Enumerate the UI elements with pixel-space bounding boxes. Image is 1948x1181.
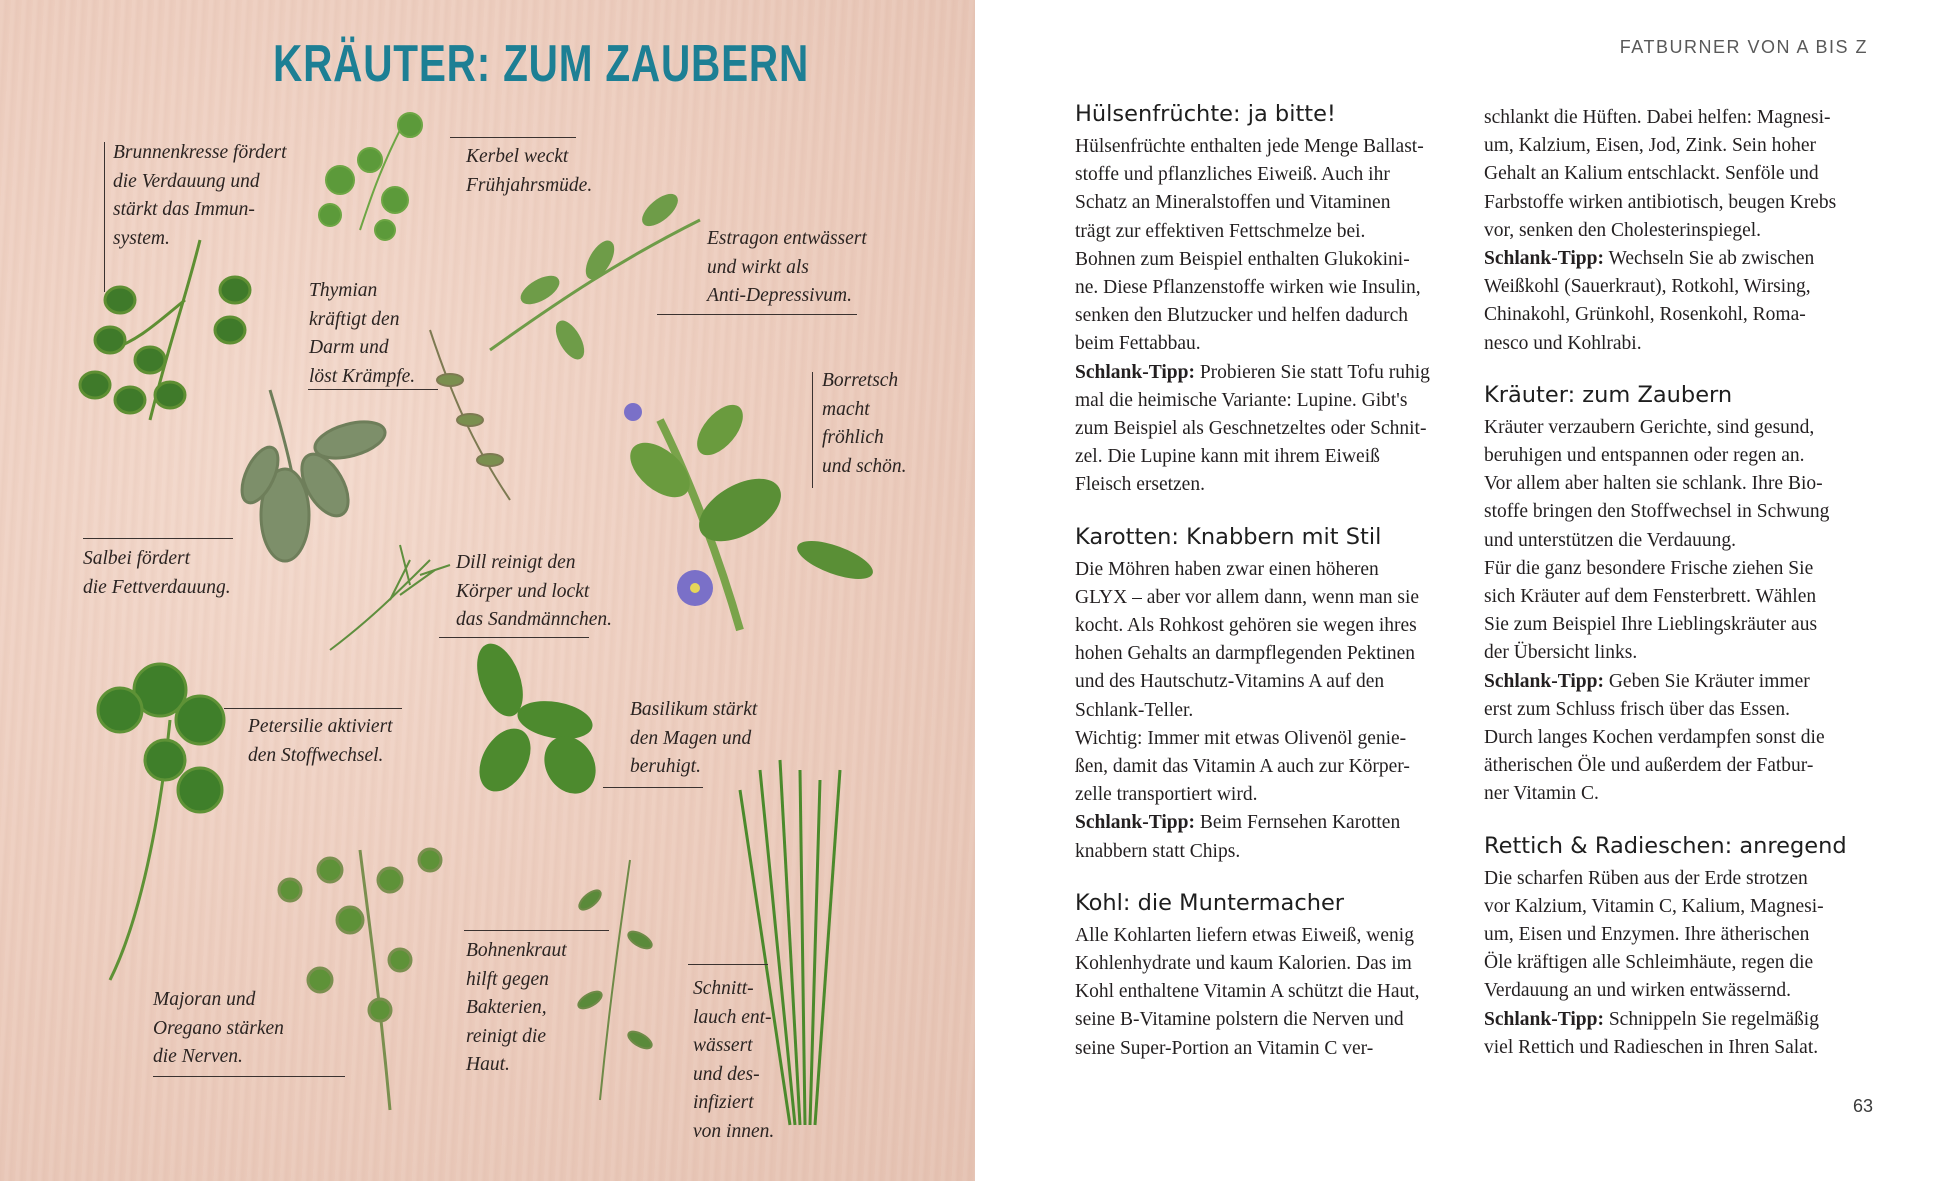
leader-petersilie (224, 708, 402, 709)
basil-sprig (468, 637, 606, 803)
section-body: Die Möhren haben zwar einen höheren GLYX – aber vor allem dann, wenn man sie kocht. Als Rohkost gehören sie wegen ihres hohen Gehalts an darmpflegenden Pektinen und des Hautschutz-Vitamins A auf den Schlank-Teller. Wichtig: Immer mit etwas Olivenöl genie- ßen, damit das Vitamin A auch zur Körper- zelle transportiert wird. (1075, 558, 1420, 806)
tip-text: Wechseln Sie ab zwischen Weißkohl (Sauerkraut), Rotkohl, Wirsing, Chinakohl, Grünkohl, Rosenkohl, Roma- nesco und Kohlrabi. (1484, 248, 1815, 354)
caption-bohnenkraut: Bohnenkraut hilft gegen Bakterien, reinigt die Haut. (466, 940, 567, 1075)
section-kohl (1075, 887, 1465, 1063)
section-body: Die scharfen Rüben aus der Erde strotzen vor Kalzium, Vitamin C, Kalium, Magnesi- um, Eisen und Enzymen. Ihre ätherischen Öle kräftigen alle Schleimhäute, regen die Verdauung an und wirken entwässernd. (1484, 867, 1824, 1002)
caption-brunnenkresse: Brunnenkresse fördert die Verdauung und stärkt das Immun- system. (113, 142, 287, 249)
chervil-sprig (319, 113, 422, 240)
leader-dill (439, 637, 589, 638)
running-head: FATBURNER VON A BIS Z (1619, 37, 1868, 57)
tip-text: Probieren Sie statt Tofu ruhig mal die heimische Variante: Lupine. Gibt's zum Beispiel als Geschnetzeltes oder Schnit- zel. Die Lupine kann mit ihrem Eiweiß Fleisch ersetzen. (1075, 361, 1430, 496)
leader-kerbel (450, 137, 576, 138)
text-column-left (1075, 98, 1465, 1063)
caption-majoran: Majoran und Oregano stärken die Nerven. (153, 989, 284, 1067)
caption-petersilie: Petersilie aktiviert den Stoffwechsel. (248, 716, 393, 766)
section-kohl-continued (1484, 104, 1874, 358)
section-heading: Kohl: die Muntermacher (1075, 889, 1345, 916)
caption-kerbel: Kerbel weckt Frühjahrsmüde. (466, 146, 593, 196)
section-body: Kräuter verzaubern Gerichte, sind gesund, beruhigen und entspannen oder regen an. Vor allem aber halten sie schlank. Ihre Bio- stoffe bringen den Stoffwechsel in Schwung und unterstützen die Verdauung. Für die ganz besondere Frische ziehen Sie sich Kräuter auf dem Fensterbrett. Wählen Sie zum Beispiel Ihre Lieblingskräuter aus der Übersicht links. (1484, 416, 1830, 664)
caption-dill: Dill reinigt den Körper und lockt das Sandmännchen. (456, 552, 612, 630)
tarragon-sprig (490, 190, 700, 362)
leader-bohnenkraut (464, 930, 609, 931)
caption-schnittlauch: Schnitt- lauch ent- wässert und des- infiziert von innen. (693, 978, 775, 1142)
text-page (975, 0, 1948, 1181)
section-kraeuter (1484, 379, 1874, 809)
leader-borretsch (812, 372, 813, 488)
page-title: KRÄUTER: ZUM ZAUBERN (273, 35, 810, 93)
tip-label: Schlank-Tipp: (1484, 670, 1604, 692)
section-karotten (1075, 521, 1465, 866)
leader-schnittlauch (688, 964, 768, 965)
sage-sprig (235, 390, 389, 561)
caption-estragon: Estragon entwässert und wirkt als Anti-Depressivum. (707, 228, 867, 306)
caption-salbei: Salbei fördert die Fettverdauung. (83, 548, 231, 598)
tip-label: Schlank-Tipp: (1075, 812, 1195, 834)
leader-basilikum (603, 787, 703, 788)
thyme-sprig (430, 330, 510, 500)
text-column-right (1484, 98, 1874, 1062)
caption-thymian: Thymian kräftigt den Darm und löst Krämpfe. (309, 280, 416, 387)
section-body: Alle Kohlarten liefern etwas Eiweiß, wenig Kohlenhydrate und kaum Kalorien. Das im Kohl enthaltene Vitamin A schützt die Haut, seine B-Vitamine polstern die Nerven und seine Super-Portion an Vitamin C ver- (1075, 924, 1420, 1059)
savory-sprig (576, 860, 655, 1100)
parsley-sprig (98, 664, 224, 980)
caption-borretsch: Borretsch macht fröhlich und schön. (822, 370, 907, 477)
tip-text: Geben Sie Kräuter immer erst zum Schluss frisch über das Essen. Durch langes Kochen verdampfen sonst die ätherischen Öle und außerdem der Fatbur- ner Vitamin C. (1484, 670, 1825, 805)
page-number: 63 (1852, 1096, 1873, 1116)
leader-brunnenkresse (104, 142, 105, 292)
leader-majoran (153, 1076, 345, 1077)
section-body: Hülsenfrüchte enthalten jede Menge Ballast- stoffe und pflanzliches Eiweiß. Auch ihr Schatz an Mineralstoffen und Vitaminen trägt zur effektiven Fettschmelze bei. Bohnen zum Beispiel enthalten Glukokini- ne. Diese Pflanzenstoffe wirken wie Insulin, senken den Blutzucker und helfen dadurch beim Fettabbau. (1075, 136, 1424, 355)
tip-text: Beim Fernsehen Karotten knabbern statt Chips. (1075, 812, 1401, 862)
section-rettich (1484, 830, 1874, 1062)
tip-label: Schlank-Tipp: (1484, 1008, 1604, 1030)
caption-basilikum: Basilikum stärkt den Magen und beruhigt. (630, 699, 758, 777)
section-heading: Karotten: Knabbern mit Stil (1075, 523, 1382, 550)
section-heading: Hülsenfrüchte: ja bitte! (1075, 101, 1336, 127)
section-heading: Kräuter: zum Zaubern (1484, 381, 1733, 408)
tip-text: Schnippeln Sie regelmäßig viel Rettich und Radieschen in Ihren Salat. (1484, 1008, 1819, 1058)
dill-sprig (330, 545, 450, 650)
section-heading: Rettich & Radieschen: anregend (1484, 832, 1847, 859)
section-huelsenfruechte (1075, 98, 1465, 500)
leader-salbei (83, 538, 233, 539)
watercress-sprig (80, 240, 250, 420)
leader-estragon (657, 314, 857, 315)
section-body: schlankt die Hüften. Dabei helfen: Magnesi- um, Kalzium, Eisen, Jod, Zink. Sein hoher Gehalt an Kalium entschlackt. Senföle und Farbstoffe wirken antibiotisch, beugen Krebs vor, senken den Cholesterinspiegel. (1484, 107, 1837, 241)
tip-label: Schlank-Tipp: (1484, 248, 1604, 270)
borage-flower (677, 570, 713, 606)
tip-label: Schlank-Tipp: (1075, 361, 1195, 383)
marjoram-sprig (279, 849, 441, 1110)
